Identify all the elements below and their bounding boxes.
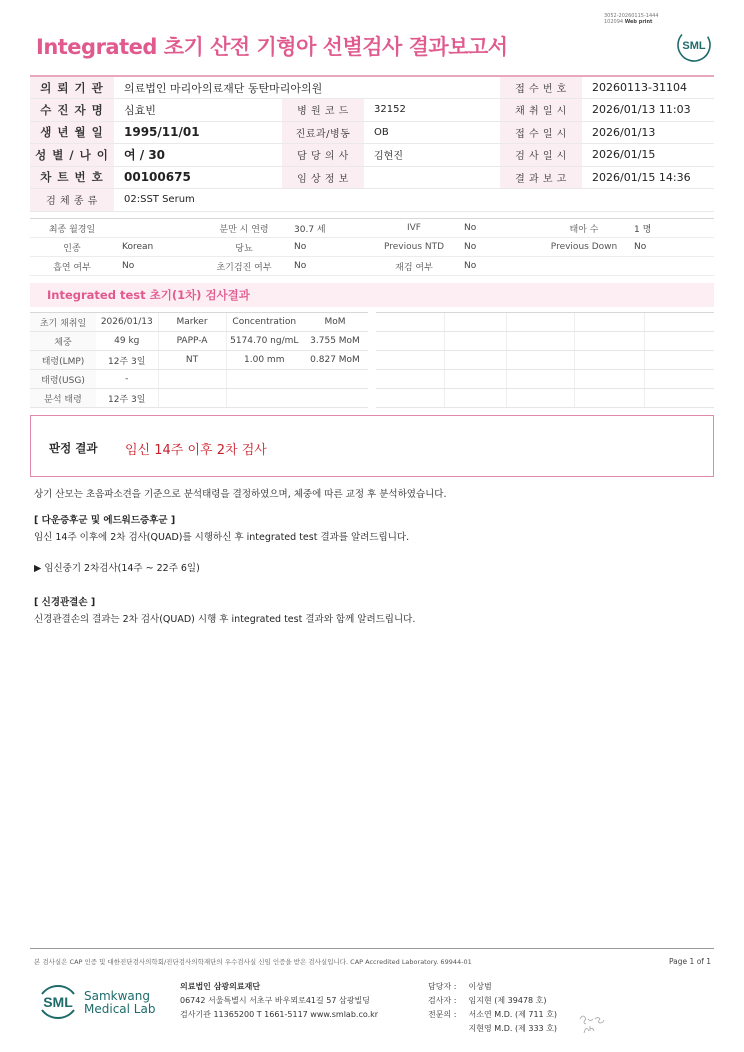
marker-cell: NT bbox=[158, 351, 226, 370]
mom-cell bbox=[302, 370, 368, 389]
empty-cell bbox=[506, 332, 574, 351]
result-value: 49 kg bbox=[96, 332, 158, 351]
tester-label: 검사자 : bbox=[428, 996, 457, 1005]
marker-cell: Marker bbox=[158, 313, 226, 332]
ivf-value: No bbox=[456, 219, 542, 238]
empty-cell bbox=[506, 313, 574, 332]
concentration-cell: 1.00 mm bbox=[226, 351, 302, 370]
empty-cell bbox=[574, 389, 644, 408]
judgement-box bbox=[30, 415, 714, 477]
org-name: 의료법인 삼광의료재단 bbox=[180, 982, 261, 991]
judgement-value: 임신 14주 이후 2차 검사 bbox=[125, 443, 267, 458]
patient-name-value: 심효빈 bbox=[114, 99, 282, 122]
table-row bbox=[376, 313, 714, 332]
race-label: 인종 bbox=[30, 238, 114, 257]
sml-logo-text: SML bbox=[682, 40, 706, 52]
table-row bbox=[30, 121, 714, 144]
previous-ntd-value: No bbox=[456, 238, 542, 257]
dept-label: 진료과/병동 bbox=[282, 121, 364, 144]
section-title: Integrated test 초기(1차) 검사결과 bbox=[30, 283, 714, 307]
table-row bbox=[30, 351, 368, 370]
smoking-label: 흡연 여부 bbox=[30, 257, 114, 276]
empty-cell bbox=[376, 389, 444, 408]
result-label: 분석 태령 bbox=[30, 389, 96, 408]
dept-value: OB bbox=[364, 121, 500, 144]
collect-date-label: 채 취 일 시 bbox=[500, 99, 582, 122]
diabetes-value: No bbox=[286, 238, 372, 257]
empty-cell bbox=[626, 257, 714, 276]
org-value: 의료법인 마리아의료재단 동탄마리아의원 bbox=[114, 76, 500, 99]
empty-cell bbox=[376, 351, 444, 370]
birth-value: 1995/11/01 bbox=[114, 121, 282, 144]
result-value: 12주 3일 bbox=[96, 351, 158, 370]
empty-cell bbox=[376, 332, 444, 351]
table-row bbox=[30, 189, 714, 212]
certification-note: 본 검사실은 CAP 인증 및 대한진단검사의학회/진단검사의학재단의 우수검사실 신임 인증을 받은 검사실입니다. CAP Accredited Laboratory. 69944-01 bbox=[34, 958, 472, 966]
specimen-label: 검 체 종 류 bbox=[30, 189, 114, 212]
chart-no-value: 00100675 bbox=[114, 166, 282, 189]
down-syndrome-title: [ 다운증후군 및 에드워드증후군 ] bbox=[34, 515, 176, 526]
table-row bbox=[30, 219, 714, 238]
sml-logo-icon bbox=[676, 27, 712, 63]
manager-label: 담당자 : bbox=[428, 982, 457, 991]
smoking-value: No bbox=[114, 257, 202, 276]
empty-cell bbox=[644, 332, 714, 351]
result-table-empty bbox=[376, 312, 714, 408]
manager-value: 이상범 bbox=[468, 982, 492, 991]
receive-date-value: 2026/01/13 bbox=[582, 121, 714, 144]
table-row bbox=[30, 370, 368, 389]
table-row bbox=[30, 99, 714, 122]
fetus-count-label: 태아 수 bbox=[542, 219, 626, 238]
empty-cell bbox=[644, 389, 714, 408]
test-date-label: 검 사 일 시 bbox=[500, 144, 582, 167]
web-print-label: Web print bbox=[624, 19, 653, 25]
empty-cell bbox=[644, 351, 714, 370]
signature-image bbox=[578, 1011, 608, 1037]
ivf-label: IVF bbox=[372, 219, 456, 238]
early-check-value: No bbox=[286, 257, 372, 276]
report-date-value: 2026/01/15 14:36 bbox=[582, 166, 714, 189]
table-row bbox=[30, 257, 714, 276]
diabetes-label: 당뇨 bbox=[202, 238, 286, 257]
early-check-label: 초기검진 여부 bbox=[202, 257, 286, 276]
collect-date-value: 2026/01/13 11:03 bbox=[582, 99, 714, 122]
specialist-value-2: 지현영 M.D. (제 333 호) bbox=[468, 1024, 558, 1033]
table-row bbox=[376, 351, 714, 370]
down-syndrome-text: 임신 14주 이후에 2차 검사(QUAD)를 시행하신 후 integrated test 결과를 알려드립니다. bbox=[34, 532, 410, 543]
table-row bbox=[30, 144, 714, 167]
staff-info bbox=[428, 980, 557, 1036]
result-value: - bbox=[96, 370, 158, 389]
marker-cell bbox=[158, 370, 226, 389]
empty-cell bbox=[574, 351, 644, 370]
samkwang-logo-text: SML bbox=[43, 994, 73, 1010]
empty-cell bbox=[444, 370, 506, 389]
result-label: 태령(LMP) bbox=[30, 351, 96, 370]
empty-cell bbox=[376, 370, 444, 389]
brand-line2: Medical Lab bbox=[84, 1002, 156, 1016]
page-number: Page 1 of 1 bbox=[669, 957, 712, 966]
footer-divider bbox=[30, 948, 714, 949]
samkwang-logo-icon bbox=[36, 980, 80, 1024]
table-row bbox=[376, 389, 714, 408]
lmp-value bbox=[114, 219, 202, 238]
empty-cell bbox=[506, 370, 574, 389]
retest-label: 재검 여부 bbox=[372, 257, 456, 276]
mom-cell: MoM bbox=[302, 313, 368, 332]
hospital-code-label: 병 원 코 드 bbox=[282, 99, 364, 122]
document-code bbox=[604, 13, 659, 25]
specialist-value-1: 서소연 M.D. (제 711 호) bbox=[468, 1010, 558, 1019]
tester-value: 임지현 (제 39478 호) bbox=[468, 996, 547, 1005]
sex-age-label: 성 별 / 나 이 bbox=[30, 144, 114, 167]
doctor-value: 김현진 bbox=[364, 144, 500, 167]
empty-cell bbox=[644, 370, 714, 389]
report-date-label: 결 과 보 고 bbox=[500, 166, 582, 189]
table-row bbox=[376, 370, 714, 389]
previous-ntd-label: Previous NTD bbox=[372, 238, 456, 257]
table-row bbox=[30, 166, 714, 189]
race-value: Korean bbox=[114, 238, 202, 257]
result-table bbox=[30, 312, 368, 408]
table-row bbox=[30, 76, 714, 99]
empty-cell bbox=[506, 389, 574, 408]
empty-cell bbox=[376, 313, 444, 332]
chart-no-label: 차 트 번 호 bbox=[30, 166, 114, 189]
receipt-no-value: 20260113-31104 bbox=[582, 76, 714, 99]
mom-cell: 3.755 MoM bbox=[302, 332, 368, 351]
table-row bbox=[30, 332, 368, 351]
empty-cell bbox=[542, 257, 626, 276]
lmp-label: 최종 월경일 bbox=[30, 219, 114, 238]
empty-cell bbox=[444, 313, 506, 332]
empty-cell bbox=[444, 332, 506, 351]
result-label: 체중 bbox=[30, 332, 96, 351]
previous-down-label: Previous Down bbox=[542, 238, 626, 257]
brand-name bbox=[84, 990, 155, 1016]
clinical-info-value bbox=[364, 166, 500, 189]
test-date-value: 2026/01/15 bbox=[582, 144, 714, 167]
analysis-note: 상기 산모는 초음파소견을 기준으로 분석태령을 결정하였으며, 체중에 따른 교정 후 분석하였습니다. bbox=[34, 489, 447, 500]
organization-info bbox=[180, 980, 378, 1022]
previous-down-value: No bbox=[626, 238, 714, 257]
report-title: Integrated 초기 산전 기형아 선별검사 결과보고서 bbox=[36, 35, 508, 59]
ntd-title: [ 신경관결손 ] bbox=[34, 597, 96, 608]
table-row bbox=[30, 313, 368, 332]
clinical-info-label: 임 상 정 보 bbox=[282, 166, 364, 189]
org-address: 06742 서울특별시 서초구 바우뫼로41길 57 삼광빌딩 bbox=[180, 996, 370, 1005]
marker-cell: PAPP-A bbox=[158, 332, 226, 351]
ntd-text: 신경관결손의 결과는 2차 검사(QUAD) 시행 후 integrated test 결과와 함께 알려드립니다. bbox=[34, 614, 416, 625]
empty-cell bbox=[444, 351, 506, 370]
doctor-label: 담 당 의 사 bbox=[282, 144, 364, 167]
empty-cell bbox=[574, 313, 644, 332]
concentration-cell bbox=[226, 370, 302, 389]
hospital-code-value: 32152 bbox=[364, 99, 500, 122]
concentration-cell bbox=[226, 389, 302, 408]
doc-code-line2: 102094 bbox=[604, 19, 624, 25]
empty-cell bbox=[444, 389, 506, 408]
brand-line1: Samkwang bbox=[84, 989, 150, 1003]
table-row bbox=[376, 332, 714, 351]
result-value: 2026/01/13 bbox=[96, 313, 158, 332]
fetus-count-value: 1 명 bbox=[626, 219, 714, 238]
retest-value: No bbox=[456, 257, 542, 276]
empty-cell bbox=[506, 351, 574, 370]
org-label: 의 뢰 기 관 bbox=[30, 76, 114, 99]
specimen-value: 02:SST Serum bbox=[114, 189, 714, 212]
table-row bbox=[30, 389, 368, 408]
marker-cell bbox=[158, 389, 226, 408]
delivery-age-label: 분만 시 연령 bbox=[202, 219, 286, 238]
delivery-age-value: 30.7 세 bbox=[286, 219, 372, 238]
table-row bbox=[30, 238, 714, 257]
birth-label: 생 년 월 일 bbox=[30, 121, 114, 144]
concentration-cell: Concentration bbox=[226, 313, 302, 332]
mom-cell: 0.827 MoM bbox=[302, 351, 368, 370]
patient-name-label: 수 진 자 명 bbox=[30, 99, 114, 122]
empty-cell bbox=[574, 370, 644, 389]
screening-info-table bbox=[30, 218, 714, 276]
result-label: 초기 채취일 bbox=[30, 313, 96, 332]
result-label: 태령(USG) bbox=[30, 370, 96, 389]
doc-code-line1: 3052-20260115-1444 bbox=[604, 13, 659, 19]
judgement-label: 판정 결과 bbox=[49, 441, 98, 455]
empty-cell bbox=[644, 313, 714, 332]
concentration-cell: 5174.70 ng/mL bbox=[226, 332, 302, 351]
specialist-label: 전문의 : bbox=[428, 1010, 457, 1019]
receipt-no-label: 접 수 번 호 bbox=[500, 76, 582, 99]
patient-info-table bbox=[30, 75, 714, 212]
mid-term-test-note: ▶ 임신중기 2차검사(14주 ~ 22주 6일) bbox=[34, 563, 200, 574]
result-value: 12주 3일 bbox=[96, 389, 158, 408]
empty-cell bbox=[574, 332, 644, 351]
org-contact: 검사기관 11365200 T 1661-5117 www.smlab.co.kr bbox=[180, 1010, 379, 1019]
receive-date-label: 접 수 일 시 bbox=[500, 121, 582, 144]
sex-age-value: 여 / 30 bbox=[114, 144, 282, 167]
mom-cell bbox=[302, 389, 368, 408]
